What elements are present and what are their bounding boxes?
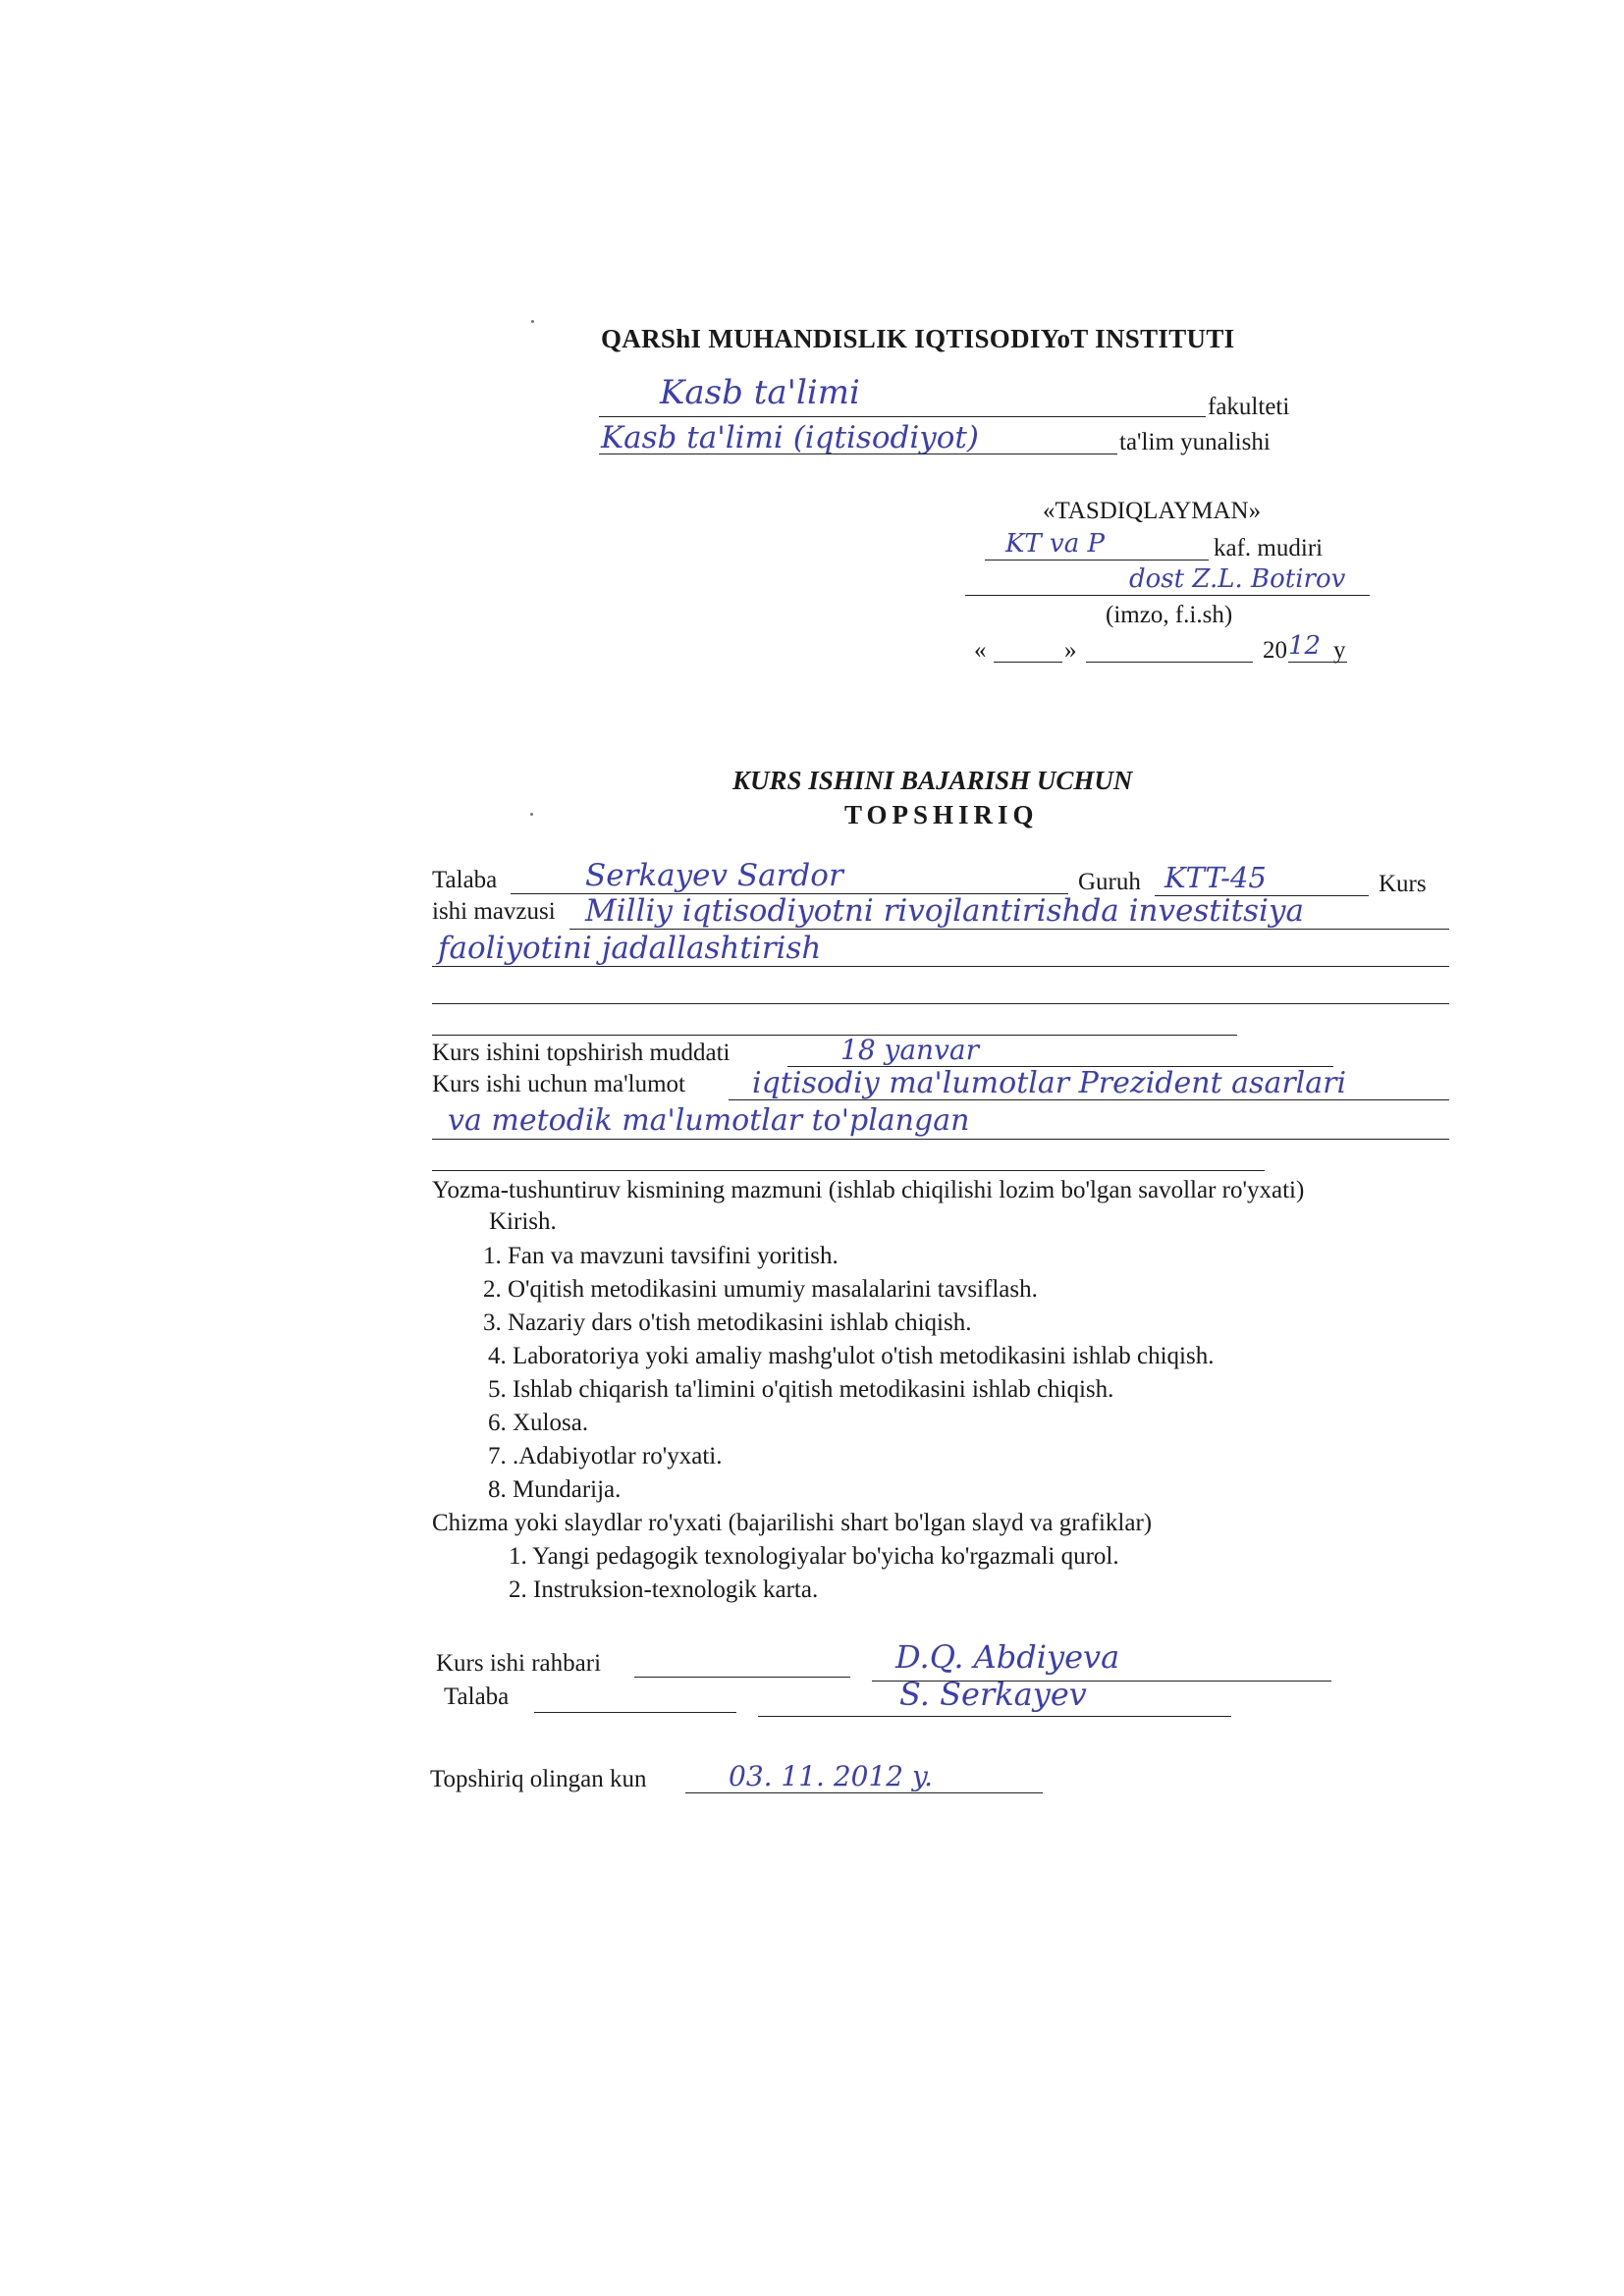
info-line-3 [432, 1170, 1265, 1171]
contents-item: 6. Xulosa. [488, 1410, 589, 1436]
faculty-label: fakulteti [1208, 394, 1290, 420]
deadline-handwritten: 18 yanvar [840, 1034, 979, 1066]
date-year-printed: 20 [1263, 637, 1287, 664]
contents-kirish: Kirish. [489, 1208, 557, 1235]
department-line [985, 560, 1209, 561]
department-head-handwritten: dost Z.L. Botirov [1129, 564, 1346, 594]
contents-intro: Yozma-tushuntiruv kismining mazmuni (ishlab chiqilishi lozim bo'lgan savollar ro'yxati) [432, 1177, 1305, 1203]
topic-line-4 [432, 1035, 1237, 1036]
sign-caption: (imzo, f.i.sh) [1106, 602, 1233, 628]
department-head-line [965, 595, 1370, 596]
received-date-handwritten: 03. 11. 2012 y. [729, 1760, 934, 1792]
info-label: Kurs ishi uchun ma'lumot [432, 1071, 685, 1097]
department-label: kaf. mudiri [1214, 535, 1324, 561]
task-heading: KURS ISHINI BAJARISH UCHUN [732, 766, 1133, 795]
faculty-handwritten: Kasb ta'limi [660, 373, 860, 412]
topic-line-2 [432, 966, 1449, 967]
institute-name: QARShI MUHANDISLIK IQTISODIYoT INSTITUTI [601, 324, 1235, 353]
contents-item: 7. .Adabiyotlar ro'yxati. [488, 1443, 723, 1469]
info-line-1 [729, 1099, 1449, 1100]
student-name-line [758, 1716, 1231, 1717]
date-open-quote: « [974, 637, 987, 664]
date-close-quote: » [1064, 637, 1077, 664]
student-sign-line [534, 1712, 736, 1713]
approval-title: «TASDIQLAYMAN» [1043, 498, 1262, 524]
contents-item: 1. Fan va mavzuni tavsifini yoritish. [483, 1243, 839, 1269]
received-label: Topshiriq olingan kun [430, 1766, 647, 1792]
student-sign-handwritten: S. Serkayev [899, 1676, 1087, 1713]
supervisor-label: Kurs ishi rahbari [436, 1650, 602, 1677]
topic-label: ishi mavzusi [432, 898, 556, 925]
topic-line-3 [432, 1003, 1449, 1004]
student-sign-label: Talaba [444, 1683, 510, 1710]
info-handwritten-line2: va metodik ma'lumotlar to'plangan [448, 1103, 970, 1138]
topic-handwritten-line1: Milliy iqtisodiyotni rivojlantirishda investitsiya [585, 893, 1304, 929]
contents-item: 4. Laboratoriya yoki amaliy mashg'ulot o'tish metodikasini ishlab chiqish. [488, 1343, 1215, 1369]
scan-mark [530, 813, 533, 816]
slides-item: 1. Yangi pedagogik texnologiyalar bo'yicha ko'rgazmali qurol. [509, 1543, 1119, 1570]
contents-item: 8. Mundarija. [488, 1476, 622, 1503]
direction-handwritten: Kasb ta'limi (iqtisodiyot) [601, 420, 979, 455]
received-date-line [685, 1792, 1043, 1793]
info-line-2 [432, 1139, 1449, 1140]
slides-item: 2. Instruksion-texnologik karta. [509, 1576, 819, 1603]
supervisor-name-handwritten: D.Q. Abdiyeva [895, 1638, 1120, 1676]
direction-label: ta'lim yunalishi [1119, 429, 1271, 455]
student-name-handwritten: Serkayev Sardor [585, 858, 843, 893]
topic-line-1 [569, 929, 1449, 930]
deadline-label: Kurs ishini topshirish muddati [432, 1040, 731, 1066]
group-label: Guruh [1078, 869, 1141, 895]
task-heading-topshiriq: TOPSHIRIQ [844, 800, 1039, 829]
group-handwritten: KTT-45 [1164, 861, 1267, 894]
department-handwritten: KT va P [1005, 529, 1105, 559]
topic-handwritten-line2: faoliyotini jadallashtirish [438, 931, 822, 966]
date-year-suffix: y [1333, 637, 1346, 664]
date-month-line [1086, 662, 1253, 663]
contents-item: 5. Ishlab chiqarish ta'limini o'qitish metodikasini ishlab chiqish. [488, 1376, 1114, 1403]
supervisor-sign-line [634, 1677, 850, 1678]
date-year-underline [1288, 662, 1347, 663]
contents-item: 3. Nazariy dars o'tish metodikasini ishlab chiqish. [483, 1309, 972, 1336]
date-day-line [994, 662, 1062, 663]
contents-item: 2. O'qitish metodikasini umumiy masalalarini tavsiflash. [483, 1276, 1038, 1303]
date-year-handwritten: 12 [1288, 631, 1322, 661]
faculty-line [599, 416, 1206, 417]
scan-mark [531, 320, 534, 323]
info-handwritten-line1: iqtisodiy ma'lumotlar Prezident asarlari [752, 1066, 1347, 1100]
slides-intro: Chizma yoki slaydlar ro'yxati (bajarilishi shart bo'lgan slayd va grafiklar) [432, 1510, 1153, 1536]
course-label: Kurs [1379, 871, 1427, 897]
student-label: Talaba [432, 867, 498, 893]
